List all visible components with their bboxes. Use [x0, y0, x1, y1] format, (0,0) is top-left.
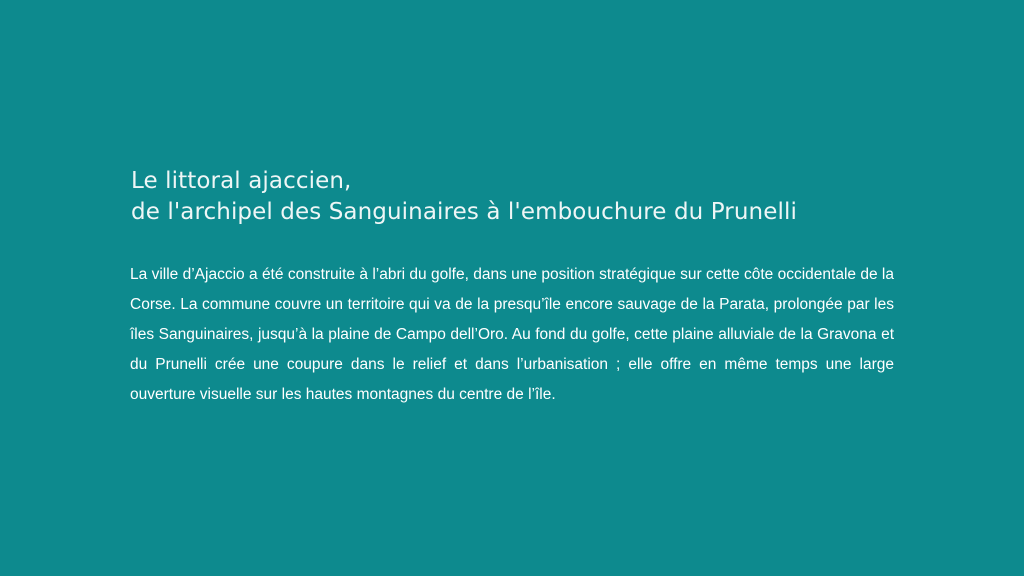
title-line-2: de l'archipel des Sanguinaires à l'embouchure du Prunelli — [131, 199, 797, 225]
slide-title — [131, 166, 931, 228]
title-line-1: Le littoral ajaccien, — [131, 168, 352, 194]
body-paragraph: La ville d’Ajaccio a été construite à l’abri du golfe, dans une position stratégique sur cette côte occidentale de la Corse. La commune couvre un territoire qui va de la presqu’île encore sauvage de la Parata, prolongée par les îles Sanguinaires, jusqu’à la plaine de Campo dell’Oro. Au fond du golfe, cette plaine alluviale de la Gravona et du Prunelli crée une coupure dans le relief et dans l’urbanisation ; elle offre en même temps une large ouverture visuelle sur les hautes montagnes du centre de l’île. — [130, 266, 894, 403]
